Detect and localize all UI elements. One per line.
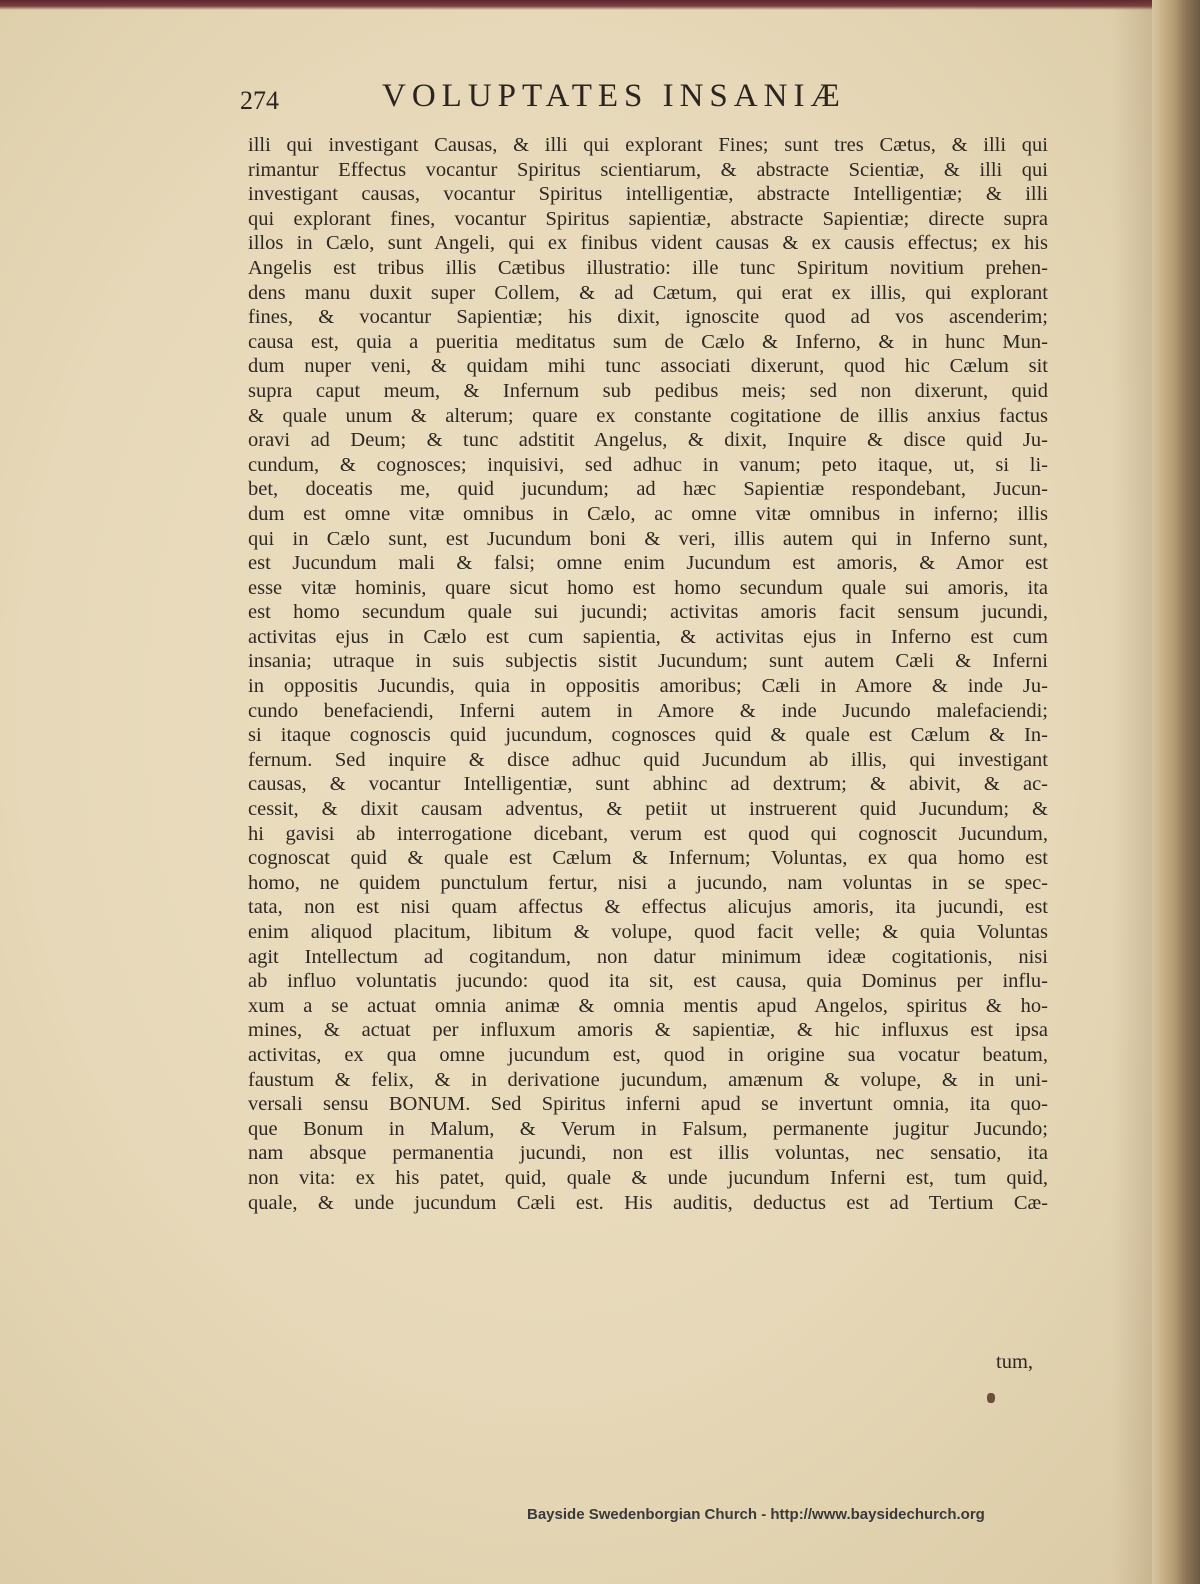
text-line: homo, ne quidem punctulum fertur, nisi a jucundo, nam voluntas in se spec- bbox=[248, 871, 1048, 894]
catchword: tum, bbox=[996, 1351, 1034, 1373]
text-line: insania; utraque in suis subjectis sistit Jucundum; sunt autem Cæli & Inferni bbox=[248, 650, 1048, 673]
text-line: activitas ejus in Cælo est cum sapientia, & activitas ejus in Inferno est cum bbox=[248, 625, 1048, 648]
text-line: supra caput meum, & Infernum sub pedibus meis; sed non dixerunt, quid bbox=[248, 379, 1048, 402]
text-line: causas, & vocantur Intelligentiæ, sunt abhinc ad dextrum; & abivit, & ac- bbox=[248, 773, 1048, 796]
text-line: causa est, quia a pueritia meditatus sum de Cælo & Inferno, & in hunc Mun- bbox=[248, 330, 1048, 353]
running-title: VOLUPTATES INSANIÆ bbox=[382, 78, 846, 114]
text-line: quale, & unde jucundum Cæli est. His auditis, deductus est ad Tertium Cæ- bbox=[248, 1191, 1048, 1214]
text-line: est homo secundum quale sui jucundi; activitas amoris facit sensum jucundi, bbox=[248, 601, 1048, 624]
text-line: cessit, & dixit causam adventus, & petiit ut instruerent quid Jucundum; & bbox=[248, 798, 1048, 821]
text-line: dum nuper veni, & quidam mihi tunc associati dixerunt, quod hic Cælum sit bbox=[248, 355, 1048, 378]
text-line: xum a se actuat omnia animæ & omnia mentis apud Angelos, spiritus & ho- bbox=[248, 994, 1048, 1017]
text-line: in oppositis Jucundis, quia in oppositis amoribus; Cæli in Amore & inde Ju- bbox=[248, 675, 1048, 698]
text-line: investigant causas, vocantur Spiritus intelligentiæ, abstracte Intelligentiæ; & illi bbox=[248, 183, 1048, 206]
text-line: cognoscat quid & quale est Cælum & Infernum; Voluntas, ex qua homo est bbox=[248, 847, 1048, 870]
text-line: & quale unum & alterum; quare ex constante cogitatione de illis anxius factus bbox=[248, 404, 1048, 427]
text-line: ab influo voluntatis jucundo: quod ita sit, est causa, quia Dominus per influ- bbox=[248, 970, 1048, 993]
text-line: mines, & actuat per influxum amoris & sapientiæ, & hic influxus est ipsa bbox=[248, 1019, 1048, 1042]
text-line: versali sensu BONUM. Sed Spiritus inferni apud se invertunt omnia, ita quo- bbox=[248, 1093, 1048, 1116]
page-top-edge bbox=[0, 0, 1200, 10]
footer-credit: Bayside Swedenborgian Church - http://www.baysidechurch.org bbox=[527, 1506, 985, 1523]
text-line: est Jucundum mali & falsi; omne enim Jucundum est amoris, & Amor est bbox=[248, 552, 1048, 575]
text-line: enim aliquod placitum, libitum & volupe, quod facit velle; & quia Voluntas bbox=[248, 921, 1048, 943]
text-line: fines, & vocantur Sapientiæ; his dixit, ignoscite quod ad vos ascenderim; bbox=[248, 306, 1048, 329]
text-line: hi gavisi ab interrogatione dicebant, verum est quod qui cognoscit Jucundum, bbox=[248, 822, 1048, 845]
spine-shadow bbox=[1112, 0, 1152, 1584]
text-line: faustum & felix, & in derivatione jucundum, amænum & volupe, & in uni- bbox=[248, 1068, 1048, 1091]
body-text bbox=[248, 133, 1048, 1215]
text-line: cundo benefaciendi, Inferni autem in Amore & inde Jucundo malefaciendi; bbox=[248, 699, 1048, 722]
text-line: nam absque permanentia jucundi, non est illis voluntas, nec sensatio, ita bbox=[248, 1142, 1048, 1165]
ink-blot bbox=[987, 1393, 995, 1403]
page-header bbox=[240, 78, 1060, 118]
text-line: esse vitæ hominis, quare sicut homo est homo secundum quale sui amoris, ita bbox=[248, 576, 1048, 599]
text-line: non vita: ex his patet, quid, quale & unde jucundum Inferni est, tum quid, bbox=[248, 1166, 1048, 1189]
text-line: cundum, & cognosces; inquisivi, sed adhuc in vanum; peto itaque, ut, si li- bbox=[248, 453, 1048, 476]
text-line: illi qui investigant Causas, & illi qui explorant Fines; sunt tres Cætus, & illi qui bbox=[248, 134, 1048, 156]
text-line: rimantur Effectus vocantur Spiritus scientiarum, & abstracte Scientiæ, & illi qui bbox=[248, 158, 1048, 181]
page-number: 274 bbox=[240, 86, 279, 115]
text-line: oravi ad Deum; & tunc adstitit Angelus, & dixit, Inquire & disce quid Ju- bbox=[248, 429, 1048, 452]
text-line: Angelis est tribus illis Cætibus illustratio: ille tunc Spiritum novitium prehen- bbox=[248, 256, 1048, 279]
book-gutter bbox=[1152, 0, 1200, 1584]
text-line: dens manu duxit super Collem, & ad Cætum, qui erat ex illis, qui explorant bbox=[248, 281, 1048, 304]
text-line: agit Intellectum ad cogitandum, non datur minimum ideæ cogitationis, nisi bbox=[248, 945, 1048, 968]
text-line: que Bonum in Malum, & Verum in Falsum, permanente jugitur Jucundo; bbox=[248, 1117, 1048, 1140]
text-line: dum est omne vitæ omnibus in Cælo, ac omne vitæ omnibus in inferno; illis bbox=[248, 502, 1048, 525]
text-line: bet, doceatis me, quid jucundum; ad hæc Sapientiæ respondebant, Jucun- bbox=[248, 478, 1048, 501]
text-line: tata, non est nisi quam affectus & effectus alicujus amoris, ita jucundi, est bbox=[248, 896, 1048, 919]
text-line: illos in Cælo, sunt Angeli, qui ex finibus vident causas & ex causis effectus; ex his bbox=[248, 232, 1048, 255]
text-line: fernum. Sed inquire & disce adhuc quid Jucundum ab illis, qui investigant bbox=[248, 748, 1048, 771]
text-line: activitas, ex qua omne jucundum est, quod in origine sua vocatur beatum, bbox=[248, 1043, 1048, 1066]
text-line: si itaque cognoscis quid jucundum, cognosces quid & quale est Cælum & In- bbox=[248, 724, 1048, 747]
text-line: qui in Cælo sunt, est Jucundum boni & veri, illis autem qui in Inferno sunt, bbox=[248, 527, 1048, 550]
text-line: qui explorant fines, vocantur Spiritus sapientiæ, abstracte Sapientiæ; directe supra bbox=[248, 207, 1048, 230]
